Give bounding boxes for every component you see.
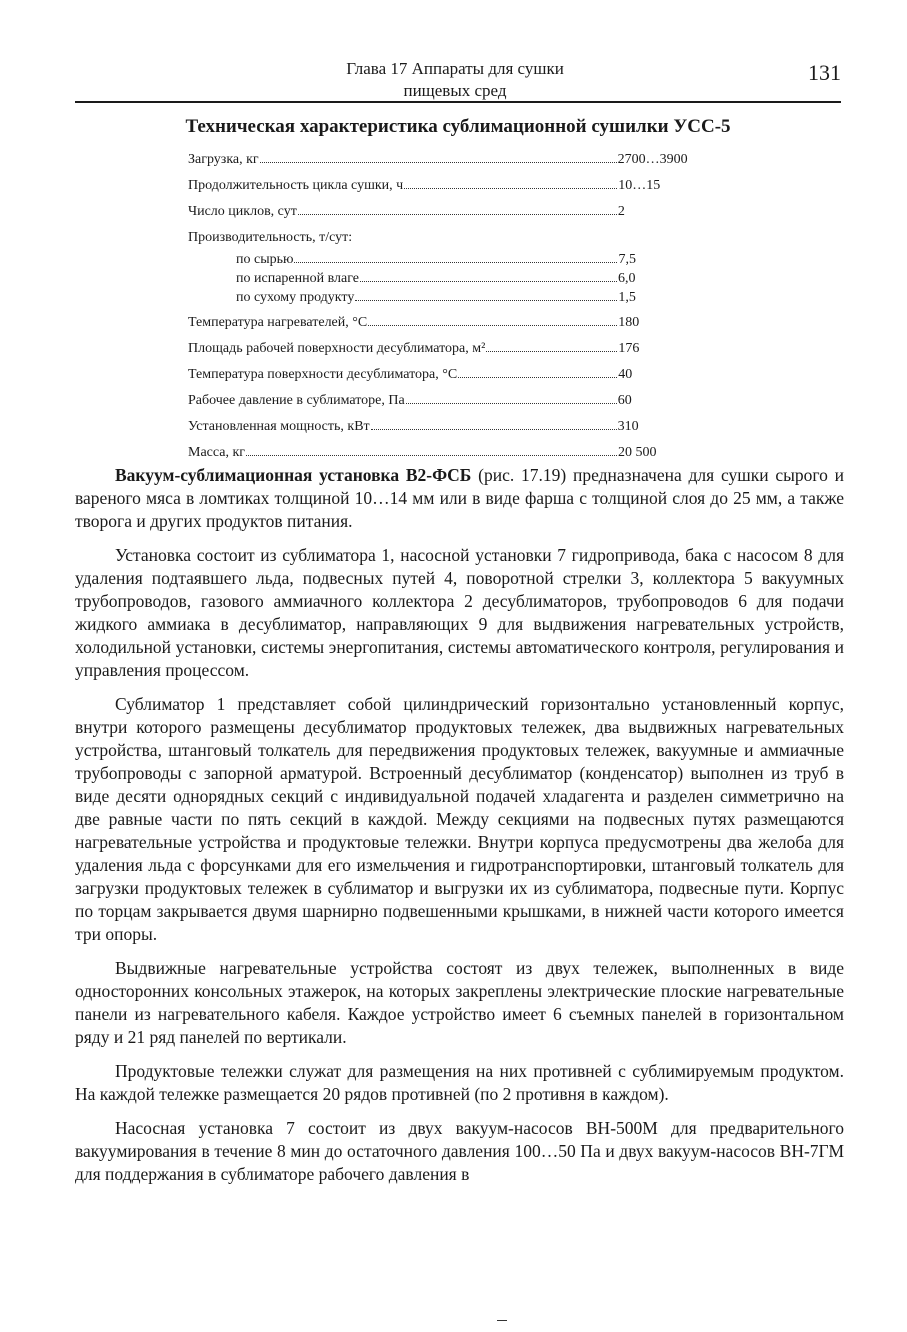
spec-value: 1,5: [618, 290, 636, 305]
spec-row: [188, 152, 708, 178]
paragraph-text: (рис. 17.19) предназначена для сушки сырого и вареного мяса в ломтиках толщиной 10…14 мм или в виде фарша с толщиной слоя до 25 мм, а также творога и других продуктов питания.: [75, 465, 844, 531]
spec-row: [188, 204, 708, 230]
dot-leader: [355, 300, 617, 301]
spec-label: Температура нагревателей, °С: [188, 315, 368, 330]
spec-row: [188, 290, 708, 315]
paragraph: [75, 464, 844, 533]
spec-label: Масса, кг: [188, 445, 246, 460]
spec-label: Рабочее давление в сублиматоре, Па: [188, 393, 405, 408]
spec-row: [188, 393, 708, 419]
dot-leader: [371, 429, 617, 430]
paragraph: Насосная установка 7 состоит из двух вакуум-насосов ВН-500М для предварительного вакуумирования в течение 8 мин до остаточного давления 100…50 Па и двух вакуум-насосов ВН-7ГМ для поддержания в сублиматоре рабочего давления в: [75, 1118, 844, 1184]
spec-label: Температура поверхности десублиматора, °С: [188, 367, 458, 382]
spec-value: 7,5: [618, 252, 636, 267]
header-line-1: Глава 17 Аппараты для сушки: [346, 59, 564, 78]
spec-label: Производительность, т/сут:: [188, 230, 353, 245]
paragraph-lead-bold: Вакуум-сублимационная установка В2-ФСБ: [115, 465, 472, 485]
spec-row: [188, 178, 708, 204]
spec-row: [188, 367, 708, 393]
paragraph: Сублиматор 1 представляет собой цилиндрический горизонтально установленный корпус, внутри которого размещены десублиматор продуктовых тележек, два выдвижных нагревательных устройства, штанговый толкатель для передвижения продуктовых тележек, вакуумные и аммиачные трубопроводы с запорной арматурой. Встроенный десублиматор (конденсатор) выполнен из труб в виде десяти однорядных секций с индивидуальной подачей хладагента и разделен симметрично на две равные части по пять секций в каждой. Между секциями на подвесных путях размещаются нагревательные устройства и продуктовые тележки. Внутри корпуса предусмотрены два желоба для удаления льда с форсунками для его измельчения и гидротранспортировки, штанговый толкатель для загрузки продуктовых тележек в сублиматор и выгрузки их из сублиматора, подвесные пути. Корпус по торцам закрывается двумя шарнирно подвешенными крышками, в нижней части которого имеется три опоры.: [75, 694, 844, 944]
spec-value: 10…15: [618, 178, 661, 193]
spec-label: по сырью: [236, 252, 294, 267]
dot-leader: [458, 377, 617, 378]
spec-value: 60: [617, 393, 632, 408]
spec-label: по сухому продукту: [236, 290, 355, 305]
spec-label: Загрузка, кг: [188, 152, 259, 167]
dot-leader: [404, 188, 617, 189]
paragraph: Установка состоит из сублиматора 1, насосной установки 7 гидропривода, бака с насосом 8 для удаления подтаявшего льда, подвесных путей 4, поворотной стрелки 3, коллектора 5 вакуумных трубопроводов, газового аммиачного коллектора 2 десублиматоров, трубопроводов 6 для подачи жидкого аммиака в десублиматор, направляющих 9 для выдвижения нагревательных устройств, холодильной установки, системы энергопитания, системы автоматического контроля, регулирования и управления процессом.: [75, 545, 844, 680]
spec-label: Установленная мощность, кВт: [188, 419, 370, 434]
spec-list: [188, 152, 708, 471]
spec-value: 40: [618, 367, 633, 382]
spec-row: [188, 271, 708, 290]
spec-row: [188, 230, 708, 252]
spec-value: 2: [617, 204, 625, 219]
spec-title: Техническая характеристика сублимационной сушилки УСС-5: [185, 116, 731, 137]
dot-leader: [406, 403, 617, 404]
dot-leader: [294, 262, 617, 263]
header-rule: [75, 101, 841, 103]
page-number: 131: [808, 60, 841, 85]
dot-leader: [368, 325, 617, 326]
spec-label: Число циклов, сут: [188, 204, 297, 219]
dot-leader: [298, 214, 617, 215]
paragraph: Выдвижные нагревательные устройства состоят из двух тележек, выполненных в виде односторонних консольных этажерок, на которых закреплены электрические плоские нагревательные панели из нагревательного кабеля. Каждое устройство имеет 6 съемных панелей в горизонтальном ряду и 21 ряд панелей по вертикали.: [75, 958, 844, 1047]
spec-value: 180: [618, 315, 640, 330]
dot-leader: [260, 162, 617, 163]
spec-row: [188, 419, 708, 445]
dot-leader: [246, 455, 617, 456]
spec-label: Продолжительность цикла сушки, ч: [188, 178, 404, 193]
dot-leader: [486, 351, 617, 352]
spec-value: 2700…3900: [617, 152, 688, 167]
spec-label: Площадь рабочей поверхности десублиматора, м²: [188, 341, 486, 356]
running-header: [300, 58, 610, 102]
paragraph: Продуктовые тележки служат для размещения на них противней с сублимируемым продуктом. На каждой тележке размещается 20 рядов противней (по 2 противня в каждом).: [75, 1061, 844, 1104]
spec-value: 176: [618, 341, 640, 356]
spec-row: [188, 315, 708, 341]
spec-row: [188, 341, 708, 367]
header-line-2: пищевых сред: [403, 81, 507, 100]
spec-row: [188, 252, 708, 271]
spec-value: 6,0: [618, 271, 636, 286]
dot-leader: [360, 281, 617, 282]
body-text: [75, 464, 844, 1197]
footer-mark: [497, 1320, 507, 1321]
spec-value: 20 500: [618, 445, 657, 460]
spec-value: 310: [617, 419, 639, 434]
spec-label: по испаренной влаге: [236, 271, 359, 286]
